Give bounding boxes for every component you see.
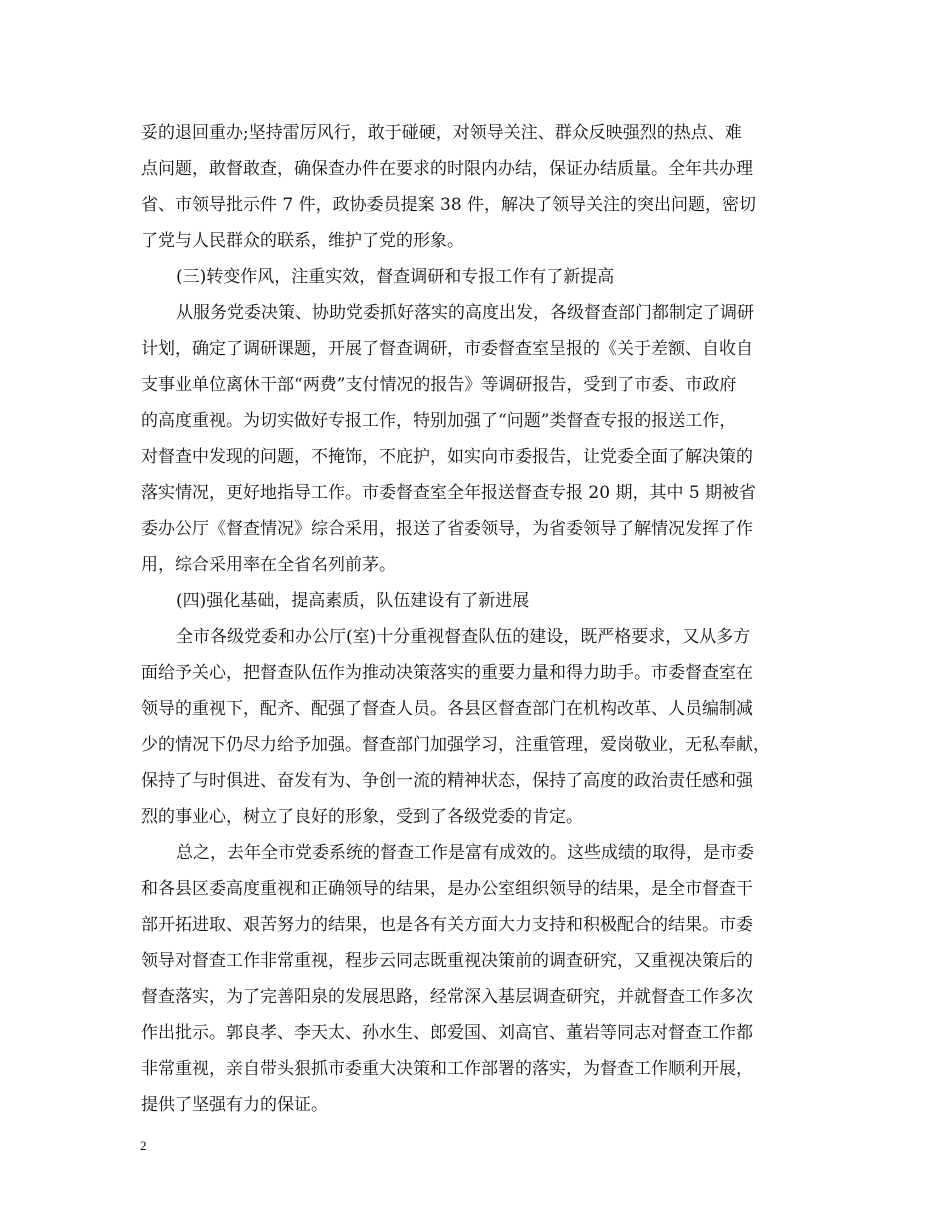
text-line: 委办公厅《督查情况》综合采用，报送了省委领导，为省委领导了解情况发挥了作 — [141, 519, 753, 539]
text-line: 点问题，敢督敢查，确保查办件在要求的时限内办结，保证办结质量。全年共办理 — [141, 159, 753, 179]
text-line: 领导对督查工作非常重视，程步云同志既重视决策前的调查研究，又重视决策后的 — [141, 951, 753, 971]
text-line: 面给予关心，把督查队伍作为推动决策落实的重要力量和得力助手。市委督查室在 — [141, 663, 753, 683]
text-line: 提供了坚强有力的保证。 — [141, 1095, 328, 1115]
paragraph-start: 全市各级党委和办公厅(室)十分重视督查队伍的建设，既严格要求，又从多方 — [176, 627, 751, 647]
paragraph-start: 总之，去年全市党委系统的督查工作是富有成效的。这些成绩的取得，是市委 — [176, 843, 754, 863]
section-heading-3: (三)转变作风，注重实效，督查调研和专报工作有了新提高 — [176, 267, 615, 287]
text-line: 保持了与时俱进、奋发有为、争创一流的精神状态，保持了高度的政治责任感和强 — [141, 771, 753, 791]
text-line: 对督查中发现的问题，不掩饰，不庇护，如实向市委报告，让党委全面了解决策的 — [141, 447, 753, 467]
document-body — [141, 115, 831, 1123]
text-line: 部开拓进取、艰苦努力的结果，也是各有关方面大力支持和积极配合的结果。市委 — [141, 915, 753, 935]
text-line: 了党与人民群众的联系，维护了党的形象。 — [141, 231, 464, 251]
text-line: 落实情况，更好地指导工作。市委督查室全年报送督查专报 20 期，其中 5 期被省 — [141, 483, 757, 503]
text-line: 用，综合采用率在全省名列前茅。 — [141, 555, 396, 575]
section-heading-4: (四)强化基础，提高素质，队伍建设有了新进展 — [176, 591, 530, 611]
text-line: 支事业单位离休干部“两费”支付情况的报告》等调研报告，受到了市委、市政府 — [141, 375, 737, 395]
text-line: 少的情况下仍尽力给予加强。督查部门加强学习，注重管理，爱岗敬业，无私奉献， — [141, 735, 770, 755]
text-line: 烈的事业心，树立了良好的形象，受到了各级党委的肯定。 — [141, 807, 583, 827]
page-number: 2 — [140, 1138, 147, 1153]
text-line: 作出批示。郭良孝、李天太、孙水生、郎爱国、刘高官、董岩等同志对督查工作都 — [141, 1023, 753, 1043]
text-line: 督查落实，为了完善阳泉的发展思路，经常深入基层调查研究，并就督查工作多次 — [141, 987, 753, 1007]
text-line: 非常重视，亲自带头狠抓市委重大决策和工作部署的落实，为督查工作顺利开展， — [141, 1059, 753, 1079]
text-line: 妥的退回重办;坚持雷厉风行，敢于碰硬，对领导关注、群众反映强烈的热点、难 — [141, 123, 742, 143]
text-line: 和各县区委高度重视和正确领导的结果，是办公室组织领导的结果，是全市督查干 — [141, 879, 753, 899]
text-line: 的高度重视。为切实做好专报工作，特别加强了“问题”类督查专报的报送工作， — [141, 411, 737, 431]
text-line: 计划，确定了调研课题，开展了督查调研，市委督查室呈报的《关于差额、自收自 — [141, 339, 753, 359]
text-line: 省、市领导批示件 7 件，政协委员提案 38 件，解决了领导关注的突出问题，密切 — [141, 195, 757, 215]
text-line: 领导的重视下，配齐、配强了督查人员。各县区督查部门在机构改革、人员编制减 — [141, 699, 753, 719]
paragraph-start: 从服务党委决策、协助党委抓好落实的高度出发，各级督查部门都制定了调研 — [176, 303, 754, 323]
